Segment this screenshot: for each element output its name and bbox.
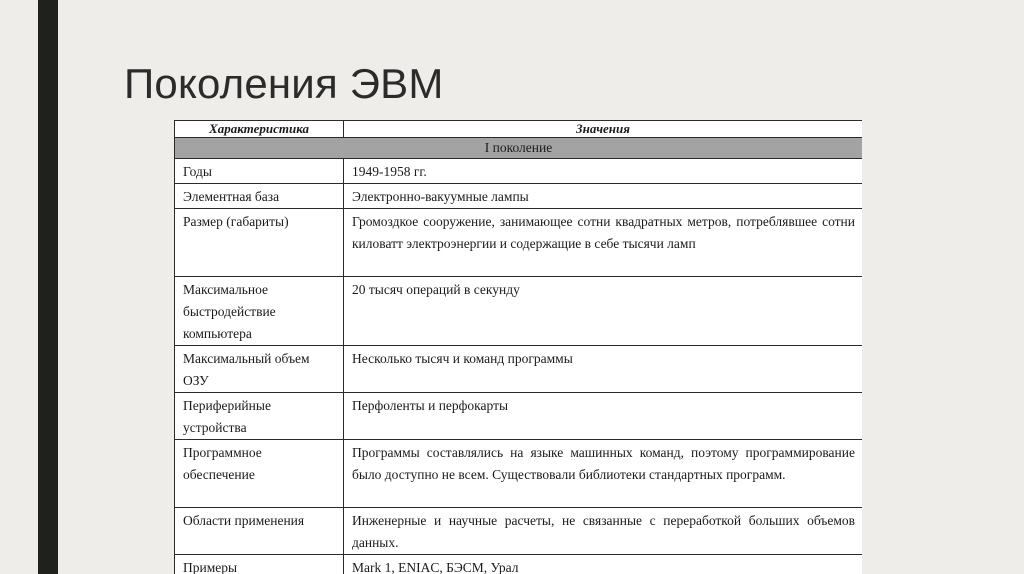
generation-label: I поколение	[175, 138, 863, 159]
row-value: Инженерные и научные расчеты, не связанные с переработкой больших объемов данных.	[344, 508, 863, 555]
table-row	[175, 440, 863, 508]
table-row	[175, 209, 863, 277]
row-label: Годы	[175, 159, 344, 184]
header-values: Значения	[344, 121, 863, 138]
row-value: 1949-1958 гг.	[344, 159, 863, 184]
generation-row	[175, 138, 863, 159]
row-label: Максимальное быстродействие компьютера	[175, 277, 344, 346]
row-value: Электронно-вакуумные лампы	[344, 184, 863, 209]
row-value: 20 тысяч операций в секунду	[344, 277, 863, 346]
row-label: Программное обеспечение	[175, 440, 344, 508]
row-label: Максимальный объем ОЗУ	[175, 346, 344, 393]
row-label: Области применения	[175, 508, 344, 555]
row-value: Программы составлялись на языке машинных команд, поэтому программирование было доступно не всем. Существовали библиотеки стандартных программ.	[344, 440, 863, 508]
header-characteristic: Характеристика	[175, 121, 344, 138]
table-row	[175, 555, 863, 574]
slide-title: Поколения ЭВМ	[124, 60, 444, 107]
row-value: Несколько тысяч и команд программы	[344, 346, 863, 393]
row-label: Элементная база	[175, 184, 344, 209]
table-header-row	[175, 121, 863, 138]
row-label: Размер (габариты)	[175, 209, 344, 277]
table-row	[175, 184, 863, 209]
table-row	[175, 508, 863, 555]
row-value: Mark 1, ENIAC, БЭСМ, Урал	[344, 555, 863, 574]
table-row	[175, 346, 863, 393]
row-label: Периферийные устройства	[175, 393, 344, 440]
generations-table-container	[174, 120, 862, 574]
left-accent-bar	[38, 0, 58, 574]
row-label: Примеры	[175, 555, 344, 574]
table-row	[175, 277, 863, 346]
row-value: Перфоленты и перфокарты	[344, 393, 863, 440]
table-row	[175, 159, 863, 184]
row-value: Громоздкое сооружение, занимающее сотни квадратных метров, потреблявшее сотни киловатт электроэнергии и содержащие в себе тысячи ламп	[344, 209, 863, 277]
generations-table	[174, 120, 862, 574]
table-row	[175, 393, 863, 440]
